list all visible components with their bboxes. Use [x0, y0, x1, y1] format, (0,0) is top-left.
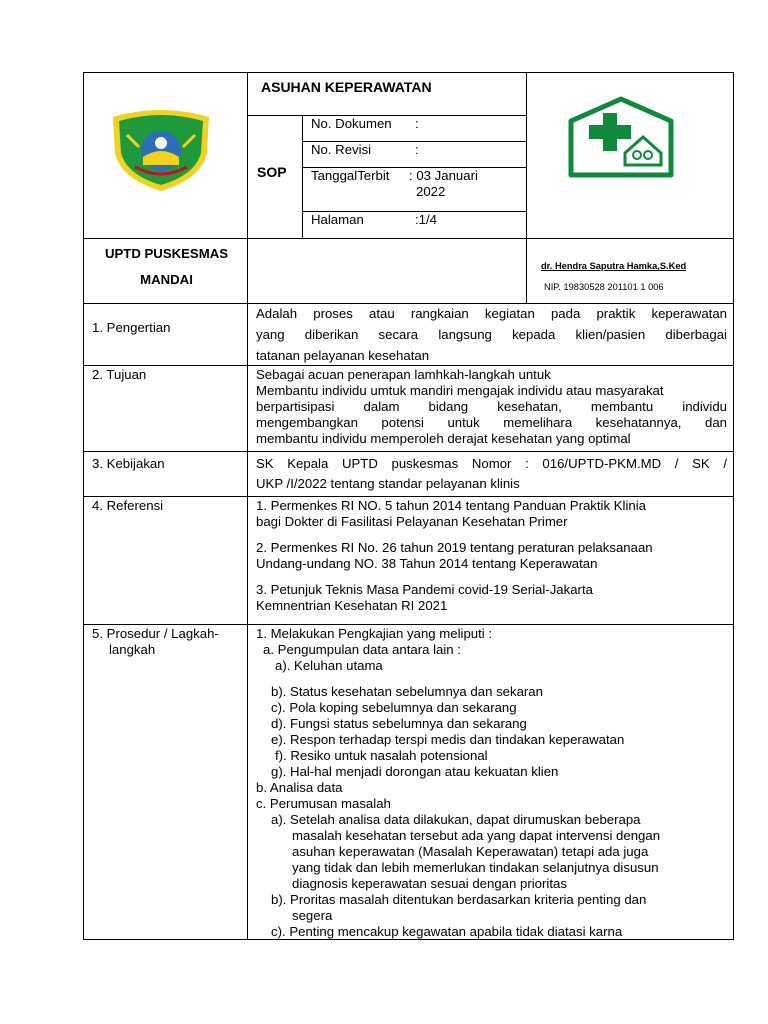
organization-name: UPTD PUSKESMAS — [104, 246, 229, 261]
sop-label: SOP — [257, 164, 287, 180]
sop-cell — [247, 115, 303, 239]
tujuan-line: mengembangkan potensi untuk memelihara kesehatannya, dan — [256, 415, 727, 430]
prosedur-label-cell — [83, 624, 248, 940]
tujuan-content-cell — [247, 365, 734, 452]
pengertian-line: yang diberikan secara langsung kepada klien/pasien diberbagai — [256, 327, 727, 342]
puskesmas-logo-icon — [567, 95, 675, 179]
prosedur-label: langkah — [109, 642, 156, 657]
signer-name: dr. Hendra Saputra Hamka,S.Ked — [541, 261, 687, 271]
pengertian-line: Adalah proses atau rangkaian kegiatan pada praktik keperawatan — [256, 306, 727, 321]
tujuan-label: 2. Tujuan — [92, 367, 147, 382]
organization-location: MANDAI — [140, 272, 193, 287]
referensi-label: 4. Referensi — [92, 498, 164, 513]
tujuan-line: membantu individu memperoleh derajat kesehatan yang optimal — [256, 431, 631, 446]
document-title: ASUHAN KEPERAWATAN — [261, 79, 432, 95]
prosedur-step: diagnosis keperawatan sesuai dengan prioritas — [292, 876, 567, 891]
prosedur-step: a). Setelah analisa data dilakukan, dapat dirumuskan beberapa — [271, 812, 641, 827]
prosedur-content-cell — [247, 624, 734, 940]
referensi-item: 3. Petunjuk Teknis Masa Pandemi covid-19 Serial-Jakarta — [256, 582, 593, 597]
prosedur-step: c. Perumusan masalah — [256, 796, 391, 811]
regency-emblem-icon — [109, 107, 213, 193]
pengertian-line: tatanan pelayanan kesehatan — [256, 348, 430, 363]
no-dokumen-value: : — [415, 116, 419, 131]
tujuan-line: Membantu individu umtuk mandiri mengajak individu atau masyarakat — [256, 383, 664, 398]
pengertian-label-cell — [83, 303, 248, 366]
kebijakan-line: SK Kepala UPTD puskesmas Nomor : 016/UPTD-PKM.MD / SK / — [256, 456, 727, 471]
tujuan-line: berpartisipasi dalam bidang kesehatan, membantu individu — [256, 399, 727, 414]
prosedur-step: 1. Melakukan Pengkajian yang meliputi : — [256, 626, 493, 641]
tanggal-terbit-row — [302, 167, 527, 212]
tanggal-terbit-label: TanggalTerbit — [311, 168, 390, 183]
kebijakan-label-cell — [83, 451, 248, 497]
referensi-item: 2. Permenkes RI No. 26 tahun 2019 tentang peraturan pelaksanaan — [256, 540, 653, 555]
pengertian-label: 1. Pengertian — [92, 320, 171, 335]
prosedur-step: asuhan keperawatan (Masalah Keperawatan) tetapi ada juga — [292, 844, 649, 859]
kebijakan-content-cell — [247, 451, 734, 497]
organization-cell — [83, 238, 248, 304]
title-cell — [247, 72, 527, 116]
halaman-label: Halaman — [311, 212, 364, 227]
halaman-value: :1/4 — [415, 212, 437, 227]
prosedur-step: a. Pengumpulan data antara lain : — [263, 642, 461, 657]
no-revisi-value: : — [415, 142, 419, 157]
no-dokumen-row — [302, 115, 527, 142]
halaman-row — [302, 211, 527, 239]
prosedur-step: segera — [292, 908, 333, 923]
prosedur-step: b). Status kesehatan sebelumnya dan sekaran — [271, 684, 543, 699]
prosedur-step: e). Respon terhadap terspi medis dan tindakan keperawatan — [271, 732, 625, 747]
referensi-item: Kemnentrian Kesehatan RI 2021 — [256, 598, 448, 613]
sop-document — [83, 72, 734, 940]
puskesmas-logo-cell — [526, 72, 734, 239]
kebijakan-label: 3. Kebijakan — [92, 456, 165, 471]
tujuan-label-cell — [83, 365, 248, 452]
prosedur-step: yang tidak dan lebih memerlukan tindakan selanjutnya disusun — [292, 860, 659, 875]
referensi-item: 1. Permenkes RI NO. 5 tahun 2014 tentang Panduan Praktik Klinia — [256, 498, 646, 513]
prosedur-step: f). Resiko untuk nasalah potensional — [275, 748, 488, 763]
tanggal-terbit-year: 2022 — [416, 184, 446, 199]
prosedur-step: masalah kesehatan tersebut ada yang dapat intervensi dengan — [292, 828, 661, 843]
tujuan-line: Sebagai acuan penerapan lamhkah-langkah untuk — [256, 367, 551, 382]
referensi-label-cell — [83, 496, 248, 625]
prosedur-step: c). Penting mencakup kegawatan apabila tidak diatasi karna — [271, 924, 623, 939]
referensi-item: bagi Dokter di Fasilitasi Pelayanan Kesehatan Primer — [256, 514, 568, 529]
pengertian-content-cell — [247, 303, 734, 366]
referensi-item: Undang-undang NO. 38 Tahun 2014 tentang Keperawatan — [256, 556, 598, 571]
prosedur-step: b). Proritas masalah ditentukan berdasarkan kriteria penting dan — [271, 892, 647, 907]
prosedur-step: g). Hal-hal menjadi dorongan atau kekuatan klien — [271, 764, 559, 779]
referensi-content-cell — [247, 496, 734, 625]
signer-nip: NIP. 19830528 201101 1 006 — [544, 282, 664, 292]
kebijakan-line: UKP /I/2022 tentang standar pelayanan klinis — [256, 476, 520, 491]
no-revisi-label: No. Revisi — [311, 142, 372, 157]
no-revisi-row — [302, 141, 527, 168]
logo-cell — [83, 72, 248, 239]
prosedur-step: b. Analisa data — [256, 780, 343, 795]
prosedur-step: d). Fungsi status sebelumnya dan sekarang — [271, 716, 527, 731]
prosedur-label: 5. Prosedur / Lagkah- — [92, 626, 219, 641]
signer-cell — [526, 238, 734, 304]
signature-blank-cell — [247, 238, 527, 304]
tanggal-terbit-value: : 03 Januari — [409, 168, 478, 183]
prosedur-step: a). Keluhan utama — [275, 658, 383, 673]
no-dokumen-label: No. Dokumen — [311, 116, 392, 131]
prosedur-step: c). Pola koping sebelumnya dan sekarang — [271, 700, 517, 715]
